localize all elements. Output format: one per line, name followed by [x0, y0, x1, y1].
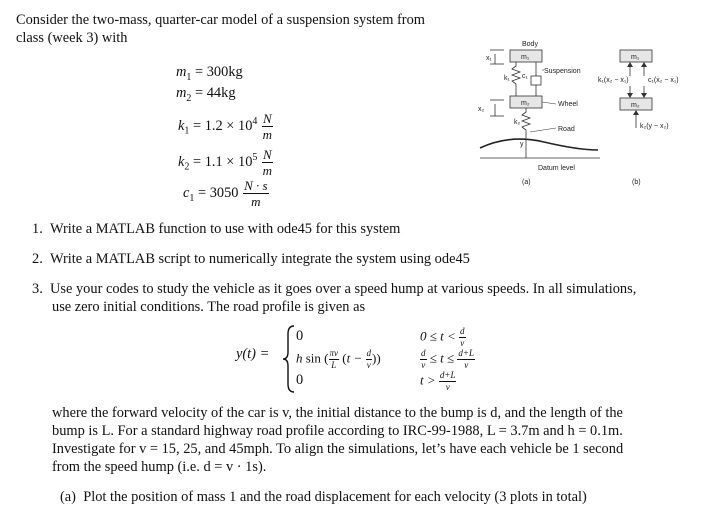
fbd-force-k1: k₁(x₂ − x₁)	[598, 77, 629, 84]
param-m2: $m_2 = 44kg$	[176, 85, 236, 104]
case-1-range: 0 ≤ t < $\frac{d}{v}$	[420, 326, 465, 348]
case-2-range: $\frac{d}{v}$ ≤ t ≤ $\frac{d+L}{v}$	[421, 348, 474, 370]
param-c1: $c_1 = 3050$ $\frac{N \cdot s}{m}$	[183, 178, 268, 210]
list-item-3: 3. Use your codes to study the vehicle as it goes over a speed hump at various speeds. In all simulations,	[32, 281, 637, 297]
paragraph-line-4: from the speed hump (i.e. d = v · 1s).	[52, 459, 267, 475]
fbd-label-m1: m₁	[631, 54, 640, 61]
caption-b: (b)	[632, 179, 641, 186]
fbd-force-c1: c₁(ẋ₂ − ẋ₁)	[648, 77, 679, 84]
spring-k1	[512, 62, 520, 96]
paragraph-line-1: where the forward velocity of the car is v, the initial distance to the bump is d, and the length of the	[52, 405, 623, 421]
spring-k2	[522, 108, 530, 138]
list-item-3-cont: use zero initial conditions. The road profile is given as	[52, 299, 366, 315]
label-m1: m₁	[521, 54, 530, 61]
caption-a: (a)	[522, 179, 531, 186]
fbd-force-k2: k₂(y − x₂)	[640, 123, 669, 130]
label-k2: k₂	[514, 119, 521, 126]
label-x1: x₁	[486, 55, 492, 62]
label-y: y	[520, 141, 524, 148]
label-wheel: Wheel	[558, 101, 578, 108]
list-item-2: 2. Write a MATLAB script to numerically integrate the system using ode45	[32, 251, 470, 267]
param-k2: $k_2 = 1.1 \times 10^5$ $\frac{N}{m}$	[178, 146, 273, 178]
intro-line-2: class (week 3) with	[16, 30, 128, 46]
list-item-1: 1. Write a MATLAB function to use with ode45 for this system	[32, 221, 401, 237]
label-c1: c₁	[522, 73, 528, 80]
param-m1: $m_1 = 300kg$	[176, 64, 243, 83]
label-m2: m₂	[521, 100, 530, 107]
left-brace	[282, 324, 296, 394]
case-3-range: t > $\frac{d+L}{v}$	[420, 370, 456, 392]
damper-c1	[531, 76, 541, 85]
fbd-label-m2: m₂	[631, 102, 640, 109]
label-datum: Datum level	[538, 165, 575, 172]
road-profile	[480, 139, 598, 150]
label-body: Body	[522, 41, 538, 48]
case-3-value: 0	[296, 372, 304, 388]
label-x2: x₂	[478, 106, 485, 113]
subitem-a: (a) Plot the position of mass 1 and the road displacement for each velocity (3 plots in total)	[60, 489, 587, 505]
label-road: Road	[558, 126, 575, 133]
label-k1: k₁	[504, 75, 510, 82]
param-k1: $k_1 = 1.2 \times 10^4$ $\frac{N}{m}$	[178, 110, 273, 142]
case-1-value: 0	[296, 328, 304, 344]
equation-lhs: y(t) =	[236, 346, 270, 362]
label-suspension: Suspension	[544, 68, 581, 75]
intro-line-1: Consider the two-mass, quarter-car model of a suspension system from	[16, 12, 425, 28]
paragraph-line-2: bump is L. For a standard highway road profile according to IRC-99-1988, L = 3.7m and h = 0.1m.	[52, 423, 623, 439]
case-2-value: h sin ( $\frac{\pi v}{L}$ (t − $\frac{d}{v}$ ))	[296, 348, 381, 370]
quarter-car-figure	[470, 36, 710, 188]
paragraph-line-3: Investigate for v = 15, 25, and 45mph. To align the simulations, let’s have each vehicle be 1 second	[52, 441, 624, 457]
